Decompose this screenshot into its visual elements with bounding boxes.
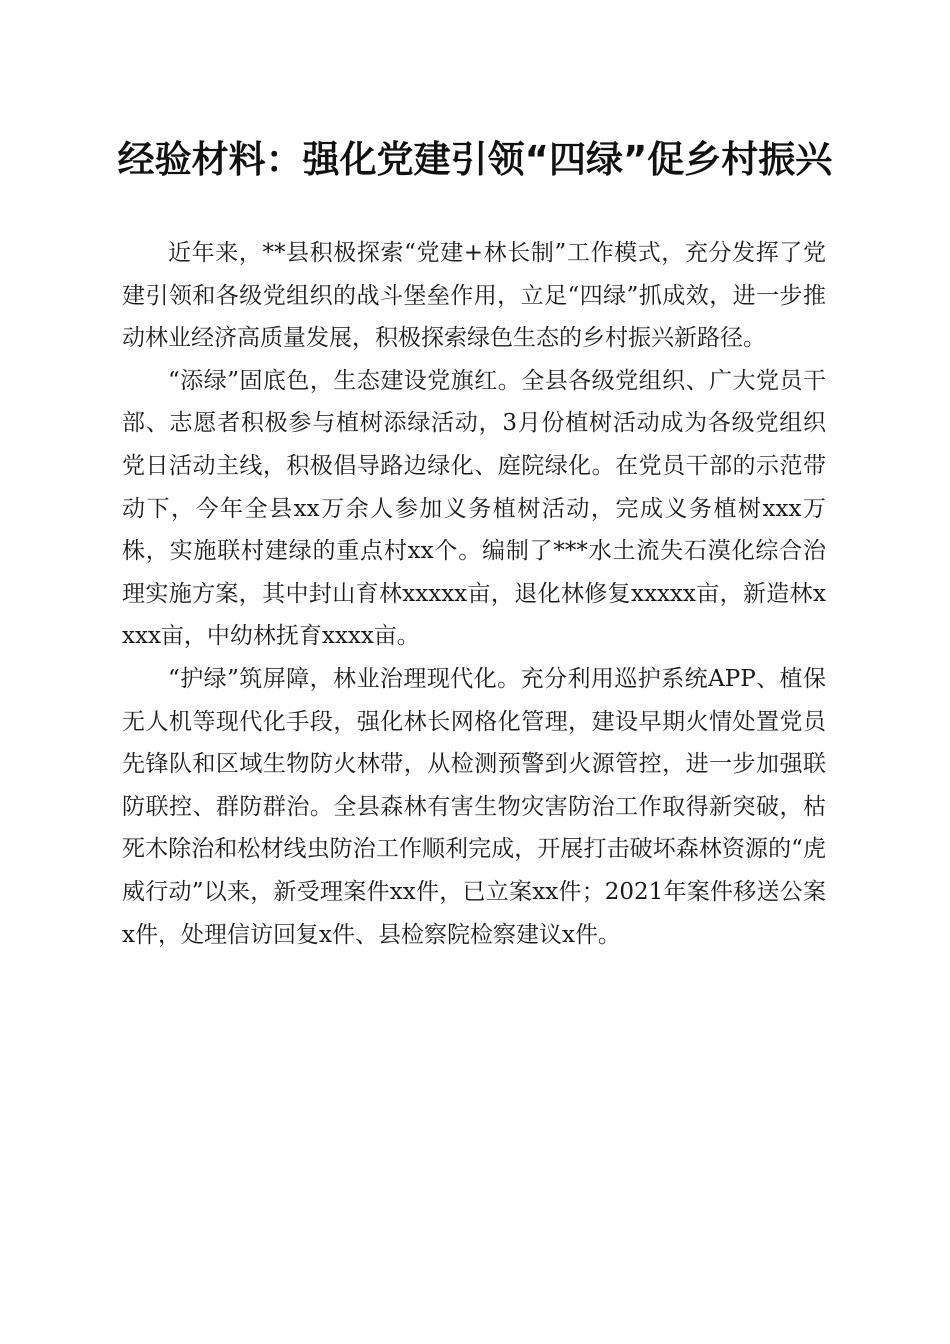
- paragraph-intro: 近年来，**县积极探索“党建+林长制”工作模式，充分发挥了党建引领和各级党组织的战斗堡垒作用，立足“四绿”抓成效，进一步推动林业经济高质量发展，积极探索绿色生态的乡村振兴新路径。: [122, 240, 826, 352]
- paragraph-protect-green: “护绿”筑屏障，林业治理现代化。充分利用巡护系统APP、植保无人机等现代化手段，强化林长网格化管理，建设早期火情处置党员先锋队和区域生物防火林带，从检测预警到火源管控，进一步加强联防联控、群防群治。全县森林有害生物灾害防治工作取得新突破，枯死木除治和松材线虫防治工作顺利完成，开展打击破坏森林资源的“虎威行动”以来，新受理案件xx件，已立案xx件；2021年案件移送公案x件，处理信访回复x件、县检察院检察建议x件。: [122, 665, 826, 948]
- document-body: [122, 232, 826, 956]
- document-title: 经验材料：强化党建引领“四绿”促乡村振兴: [117, 138, 833, 181]
- paragraph-add-green: “添绿”固底色，生态建设党旗红。全县各级党组织、广大党员干部、志愿者积极参与植树添绿活动，3月份植树活动成为各级党组织党日活动主线，积极倡导路边绿化、庭院绿化。在党员干部的示范带动下，今年全县xx万余人参加义务植树活动，完成义务植树xxx万株，实施联村建绿的重点村xx个。编制了***水土流失石漠化综合治理实施方案，其中封山育林xxxxx亩，退化林修复xxxxx亩，新造林xxxx亩，中幼林抚育xxxx亩。: [122, 367, 826, 650]
